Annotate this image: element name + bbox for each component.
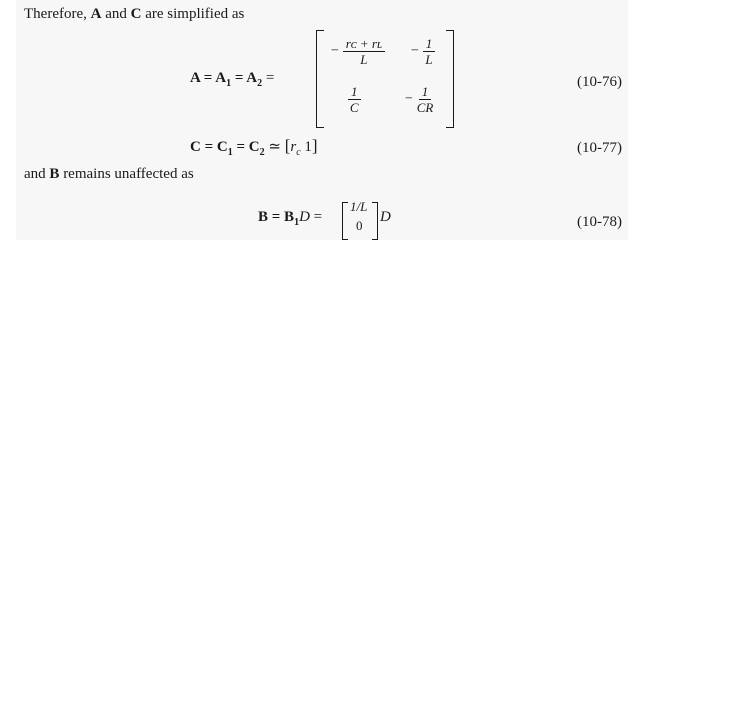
vector-top: 1/L <box>350 199 368 214</box>
vector-left-bracket <box>342 202 348 240</box>
symbol-C: C <box>130 6 142 22</box>
matrix-right-bracket <box>446 30 454 128</box>
intro-and: and <box>105 6 127 22</box>
eq78-D: D <box>380 209 391 225</box>
matrix-cell-22: − $\frac{1}{CR}$ <box>404 84 434 115</box>
mid-line: and B remains unaffected as <box>24 166 194 182</box>
intro-line <box>24 6 244 23</box>
equation-number-76: (10-76) <box>577 74 622 90</box>
eq77: $C = C_1 = C_2$ ≃ [$r_c$ 1] <box>190 136 318 158</box>
eq76-lhs: $A = A_1 = A_2$ = <box>190 70 275 89</box>
equation-number-77: (10-77) <box>577 140 622 156</box>
matrix-left-bracket <box>316 30 324 128</box>
eq78: $B = B_1D$ = <box>258 209 323 228</box>
vector-bottom: 0 <box>356 218 363 233</box>
symbol-B: B <box>49 166 60 182</box>
intro-text: Therefore, <box>24 6 87 22</box>
symbol-A: A <box>90 6 102 22</box>
matrix-cell-12: − $\frac{1}{L}$ <box>410 36 435 67</box>
vector-right-bracket <box>372 202 378 240</box>
intro-tail: are simplified as <box>145 6 245 22</box>
equation-number-78: (10-78) <box>577 214 622 230</box>
matrix-cell-11: − $\frac{\text{rᴄ + rʟ}}{L}$ <box>330 36 385 67</box>
matrix-cell-21: $\frac{1}{C}$ <box>349 84 359 115</box>
